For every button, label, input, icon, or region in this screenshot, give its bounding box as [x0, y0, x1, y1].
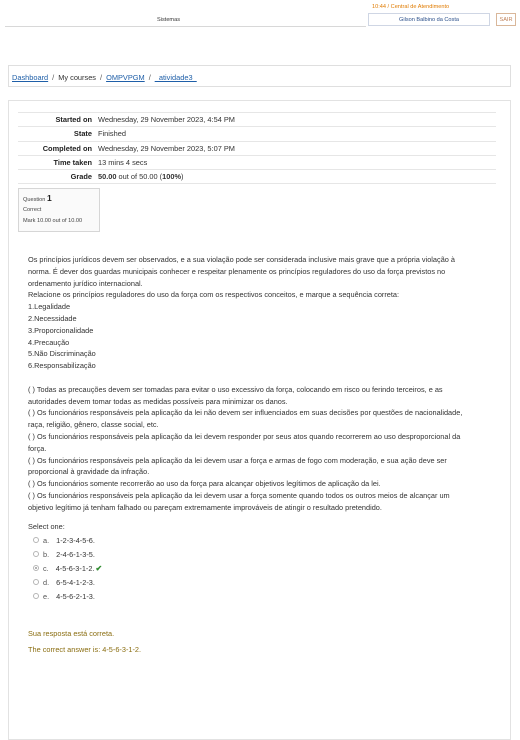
top-bar: [0, 0, 520, 30]
summary-label: Time taken: [18, 155, 98, 169]
radio-button[interactable]: [33, 579, 39, 585]
breadcrumb-separator: /: [52, 73, 55, 82]
radio-button[interactable]: [33, 593, 39, 599]
breadcrumb-dashboard[interactable]: Dashboard: [12, 73, 49, 82]
grade-value: [98, 170, 496, 184]
radio-button[interactable]: [33, 551, 39, 557]
answer-option-d[interactable]: [33, 577, 95, 588]
question-number: [23, 193, 95, 203]
systems-label: Sistemas: [157, 17, 181, 23]
option-letter: a.: [43, 536, 50, 545]
correct-answer-text: The correct answer is: 4-5-6-3-1-2.: [28, 645, 142, 654]
question-line: Os princípios jurídicos devem ser observados, e a sua violação pode ser considerada inclusive mais grave que a própria violação à: [28, 255, 455, 264]
summary-row: [18, 155, 496, 169]
question-text: [28, 254, 488, 514]
option-text: 1-2-3-4-5-6.: [56, 536, 95, 545]
statement-line: ( ) Todas as precauções devem ser tomadas para evitar o uso excessivo da força, colocando em risco ou ferindo terceiros, e as: [28, 384, 443, 394]
statement-line: objetivo legítimo já tenham falhado ou pareçam extremamente improváveis de atingir o resultado pretendido.: [28, 502, 382, 512]
statement-line: autoridades devem tomar todas as medidas possíveis para minimizar os danos.: [28, 396, 288, 406]
grade-close: ): [181, 172, 184, 182]
question-info-box: [18, 188, 100, 232]
answer-option-e[interactable]: [33, 591, 95, 602]
summary-value: Wednesday, 29 November 2023, 5:07 PM: [98, 141, 496, 155]
breadcrumb-separator: /: [148, 73, 151, 82]
select-one-label: Select one:: [28, 522, 65, 531]
question-line: norma. É dever dos guardas municipais conhecer e respeitar plenamente os princípios reguladores do uso da força previstos no: [28, 266, 446, 276]
attempt-summary-table: [18, 112, 496, 184]
statement-line: ( ) Os funcionários responsáveis pela aplicação da lei devem responder por seus atos quando recorrerem ao uso desproporcional da: [28, 431, 461, 441]
statement-line: ( ) Os funcionários responsáveis pela aplicação da lei devem usar a força somente quando todos os outros meios de alcançar um: [28, 490, 450, 500]
summary-label: State: [18, 127, 98, 141]
support-link[interactable]: 10:44 / Central de Atendimento: [372, 4, 450, 10]
question-line: Relacione os princípios reguladores do uso da força com os respectivos conceitos, e marque a sequência correta:: [28, 290, 400, 300]
statement-line: raça, religião, gênero, classe social, etc.: [28, 420, 159, 430]
principle-item: 6.Responsabilização: [28, 361, 96, 371]
question-number-value: 1: [46, 193, 52, 203]
question-prefix: Question: [23, 197, 46, 203]
checkmark-icon: ✔: [95, 564, 103, 573]
summary-label: Started on: [18, 113, 98, 127]
option-letter: e.: [43, 592, 50, 601]
answer-option-b[interactable]: [33, 549, 95, 560]
breadcrumb-course[interactable]: OMPVPGM: [106, 73, 145, 82]
radio-button-selected[interactable]: [33, 565, 39, 571]
grade-percent: 100%: [162, 172, 182, 182]
option-letter: b.: [43, 550, 50, 559]
statement-line: ( ) Os funcionários responsáveis pela aplicação da lei não devem ser influenciados em suas decisões por questões de nacionalidade,: [28, 408, 463, 418]
summary-row: [18, 141, 496, 155]
summary-row: [18, 127, 496, 141]
grade-out-of: out of 50.00 (: [116, 172, 163, 182]
radio-button[interactable]: [33, 537, 39, 543]
summary-row: [18, 113, 496, 127]
user-name-box: Gilson Balbino da Costa: [368, 13, 490, 26]
statement-line: ( ) Os funcionários somente recorrerão ao uso da força para alcançar objetivos legítimos de aplicação da lei.: [28, 479, 381, 489]
feedback-text: Sua resposta está correta.: [28, 629, 115, 638]
summary-label: Completed on: [18, 141, 98, 155]
grade-row: [18, 170, 496, 184]
option-text: 4-5-6-3-1-2.: [55, 564, 95, 573]
summary-value: Wednesday, 29 November 2023, 4:54 PM: [98, 113, 496, 127]
question-mark: Mark 10.00 out of 10.00: [23, 218, 83, 224]
principle-item: 2.Necessidade: [28, 313, 77, 323]
summary-value: 13 mins 4 secs: [98, 155, 496, 169]
answer-option-c[interactable]: [33, 563, 102, 574]
grade-label: Grade: [18, 170, 98, 184]
principle-item: 1.Legalidade: [28, 302, 71, 312]
logout-button[interactable]: SAIR: [496, 13, 516, 26]
breadcrumb-my-courses: My courses: [58, 73, 97, 82]
principle-item: 4.Precaução: [28, 337, 70, 347]
option-letter: d.: [43, 578, 50, 587]
option-text: 2-4-6-1-3-5.: [56, 550, 95, 559]
answer-option-a[interactable]: [33, 535, 95, 546]
statement-line: ( ) Os funcionários responsáveis pela aplicação da lei devem usar a força e armas de fogo com moderação, e sua ação deve ser: [28, 455, 447, 465]
statement-line: proporcional à gravidade da infração.: [28, 467, 150, 477]
breadcrumb-activity[interactable]: _atividade3_: [154, 73, 197, 82]
question-state: Correct: [23, 207, 42, 213]
statement-line: força.: [28, 443, 47, 453]
option-text: 4-5-6-2-1-3.: [56, 592, 95, 601]
option-text: 6-5-4-1-2-3.: [56, 578, 95, 587]
grade-score: 50.00: [98, 172, 117, 182]
summary-value: Finished: [98, 127, 496, 141]
header-divider: [5, 26, 366, 27]
option-letter: c.: [43, 564, 49, 573]
question-line: ordenamento jurídico internacional.: [28, 278, 143, 288]
breadcrumb-separator: /: [100, 73, 103, 82]
principle-item: 5.Não Discriminação: [28, 349, 96, 359]
principle-item: 3.Proporcionalidade: [28, 325, 94, 335]
breadcrumb: [8, 65, 511, 87]
